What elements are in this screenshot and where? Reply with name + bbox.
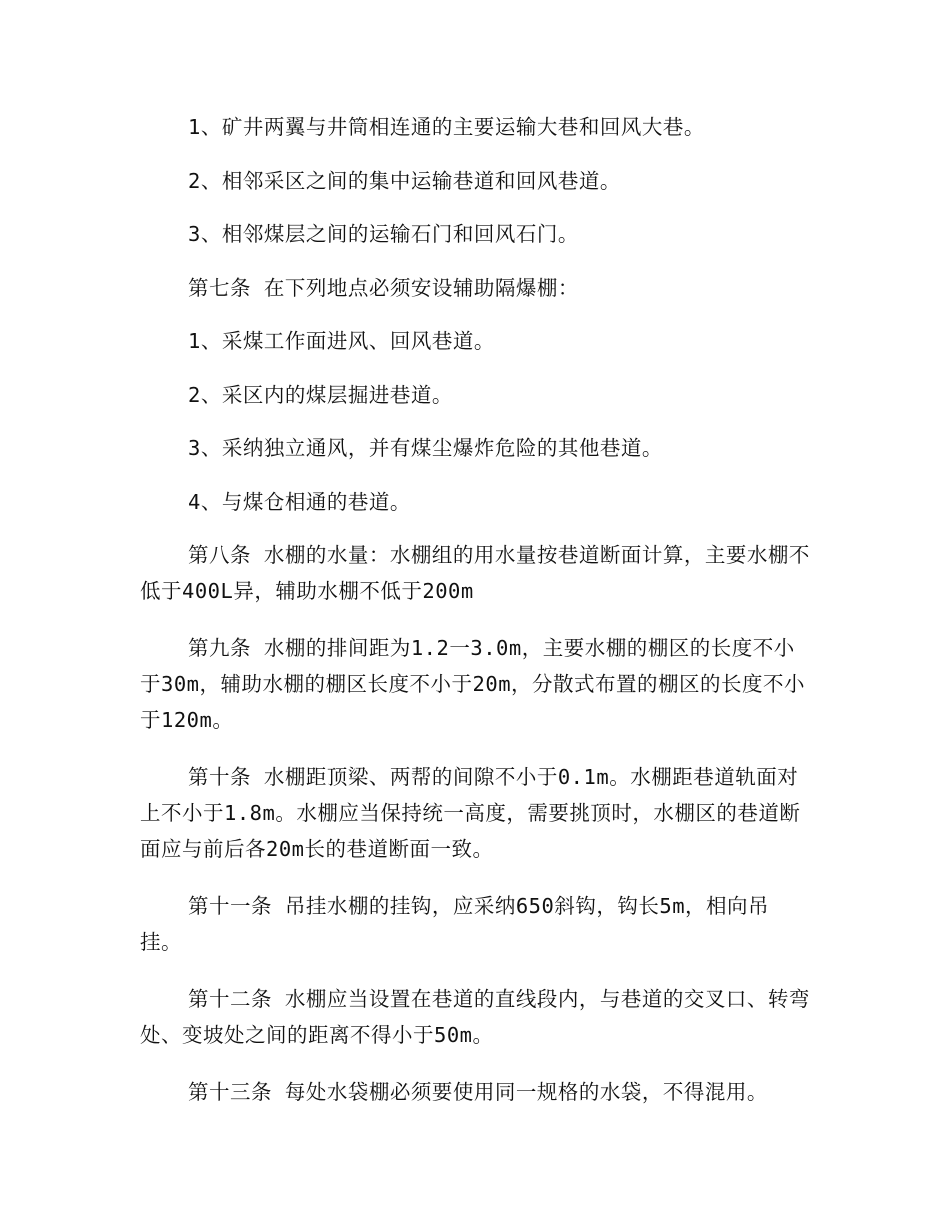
- article-paragraph: 第十一条 吊挂水棚的挂钩，应采纳650斜钩，钩长5m，相向吊挂。: [140, 894, 770, 954]
- article-paragraph: 第十条 水棚距顶梁、两帮的间隙不小于0.1m。水棚距巷道轨面对上不小于1.8m。水棚应当保持统一高度，需要挑顶时，水棚区的巷道断面应与前后各20m长的巷道断面一致。: [140, 765, 801, 861]
- article-paragraph: 第八条 水棚的水量：水棚组的用水量按巷道断面计算，主要水棚不低于400L异，辅助水棚不低于200m: [140, 543, 810, 603]
- article-paragraph: 第九条 水棚的排间距为1.2一3.0m，主要水棚的棚区的长度不小于30m，辅助水棚的棚区长度不小于20m，分散式布置的棚区的长度不小于120m。: [140, 636, 806, 732]
- article-paragraph: 第十三条 每处水袋棚必须要使用同一规格的水袋，不得混用。: [188, 1080, 768, 1104]
- paragraph: 2、相邻采区之间的集中运输巷道和回风巷道。: [188, 168, 621, 193]
- paragraph: 4、与煤仓相通的巷道。: [188, 489, 411, 514]
- document-body: [140, 109, 810, 1131]
- article-paragraph: 第十二条 水棚应当设置在巷道的直线段内，与巷道的交叉口、转弯处、变坡处之间的距离不得小于50m。: [140, 987, 810, 1047]
- paragraph: 3、采纳独立通风，并有煤尘爆炸危险的其他巷道。: [188, 436, 663, 460]
- paragraph: 1、矿井两翼与井筒相连通的主要运输大巷和回风大巷。: [188, 115, 705, 139]
- paragraph: 3、相邻煤层之间的运输石门和回风石门。: [188, 222, 579, 246]
- paragraph: 2、采区内的煤层掘进巷道。: [188, 382, 453, 407]
- paragraph: 1、采煤工作面进风、回风巷道。: [188, 329, 495, 353]
- article-heading: 第七条 在下列地点必须安设辅助隔爆棚：: [188, 275, 579, 300]
